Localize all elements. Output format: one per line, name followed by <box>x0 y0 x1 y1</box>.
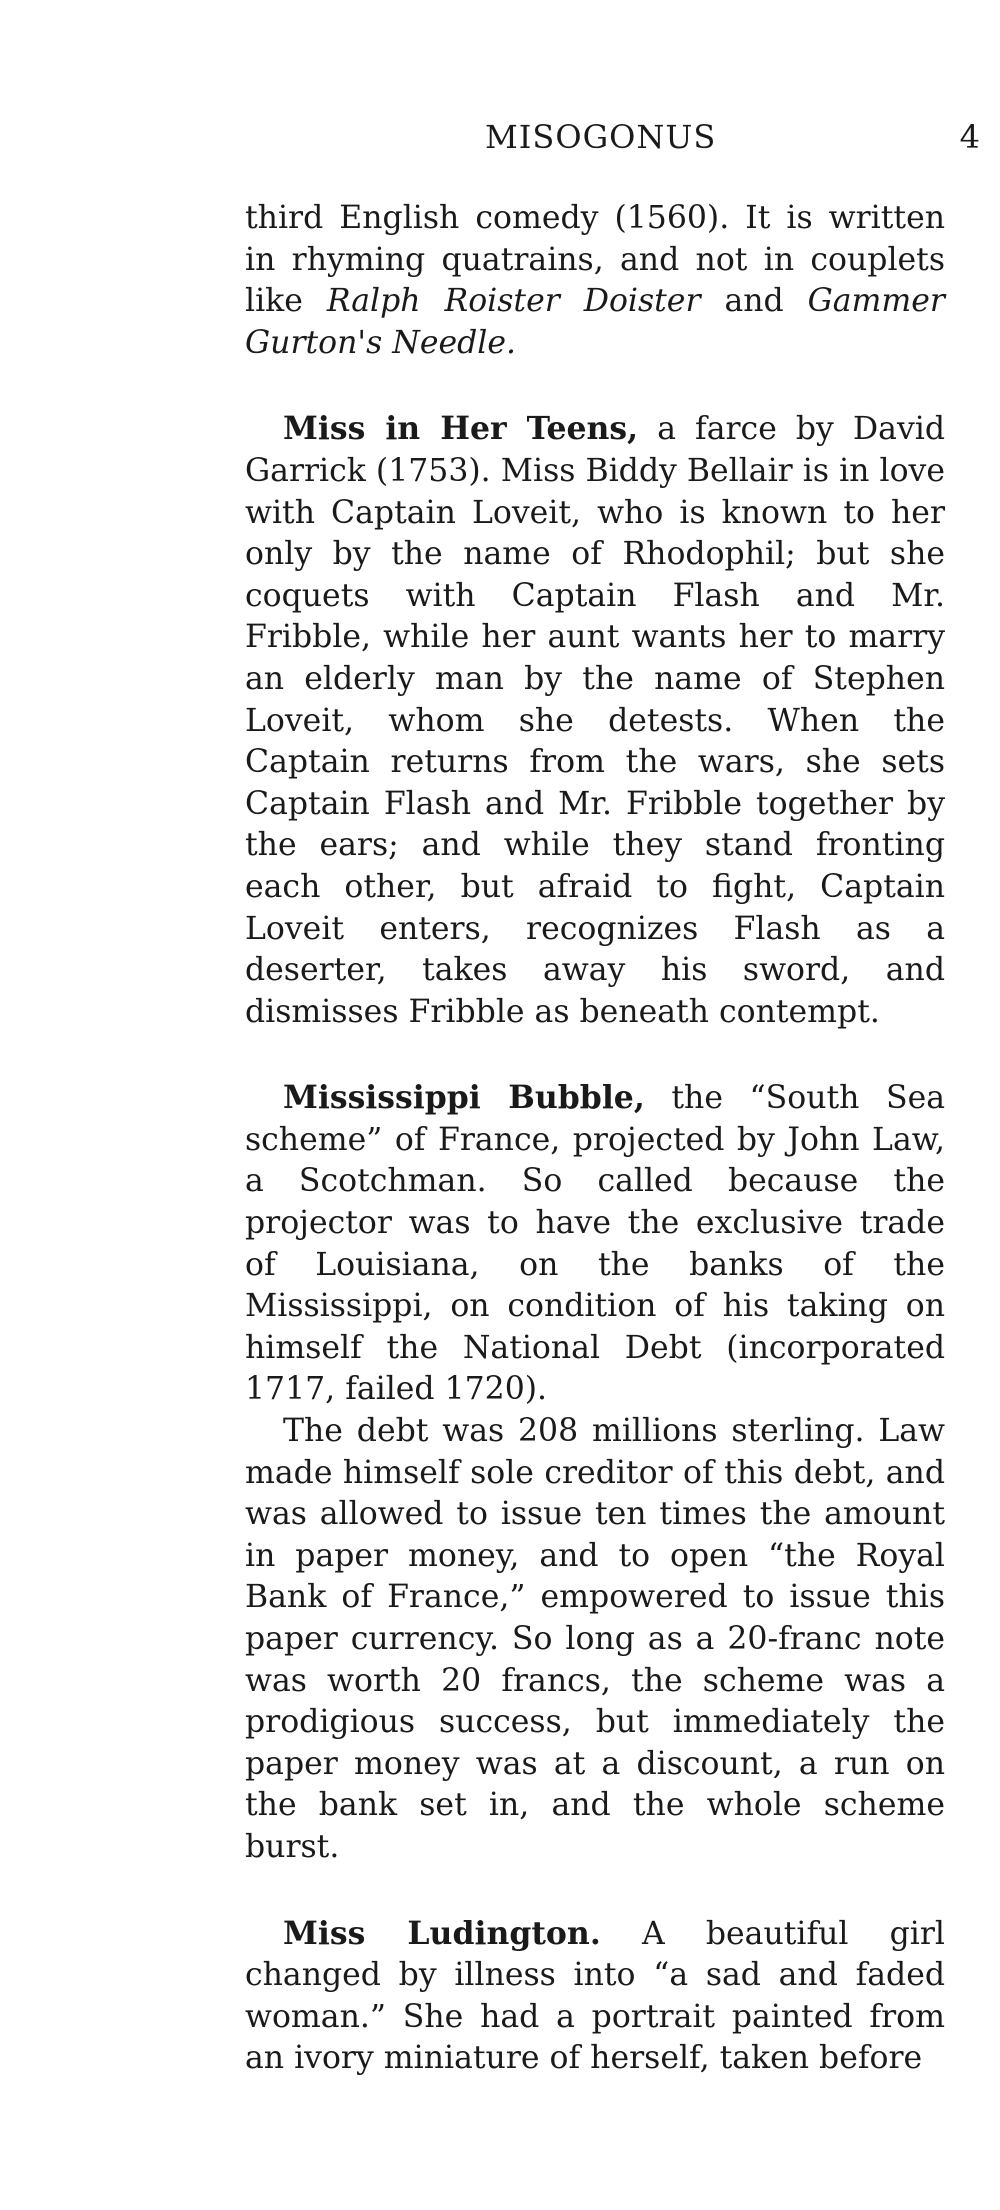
entry-miss-ludington <box>245 1913 945 2080</box>
entry-body: the “South Sea scheme” of France, projected by John Law, a Scotchman. So called because the projector was to have the exclusive trade of Louisiana, on the banks of the Mississippi, on condition of his taking on himself the National Debt (incorporated 1717, failed 1720). <box>245 1080 945 1408</box>
entry-body: A beautiful girl changed by illness into “a sad and faded woman.” She had a portrait painted from an ivory miniature of herself, taken before <box>245 1915 945 2077</box>
entry-mississippi-bubble-continuation: The debt was 208 millions sterling. Law made himself sole creditor of this debt, and was allowed to issue ten times the amount in paper money, and to open “the Royal Bank of France,” empowered to issue this paper currency. So long as a 20-franc note was worth 20 francs, the scheme was a prodigious success, but immediately the paper money was at a discount, a run on the bank set in, and the whole scheme burst. <box>245 1413 945 1865</box>
entry-body: a farce by David Garrick (1753). Miss Biddy Bellair is in love with Captain Loveit, who is known to her only by the name of Rhodophil; but she coquets with Captain Flash and Mr. Fribble, while her aunt wants her to marry an elderly man by the name of Stephen Loveit, whom she detests. When the Captain returns from the wars, she sets Captain Flash and Mr. Fribble together by the ears; and while they stand fronting each other, but afraid to fight, Captain Loveit enters, recognizes Flash as a deserter, takes away his sword, and dismisses Fribble as beneath contempt. <box>245 411 945 1030</box>
running-title: MISOGONUS <box>485 118 717 156</box>
headword: Miss in Her Teens, <box>283 410 639 448</box>
entry-mississippi-bubble <box>245 1077 945 1411</box>
headword: Mississippi Bubble, <box>283 1079 645 1117</box>
page-body <box>245 198 945 2080</box>
page-number: 4 <box>959 118 980 156</box>
play-title-italic: Ralph Roister Doister <box>326 283 701 320</box>
entry-misogonus-continued <box>245 198 945 364</box>
paragraph-text: third English comedy (1560). It is written in rhyming quatrains, and not in couplets like <box>245 200 945 320</box>
page-header <box>245 118 980 168</box>
paragraph-text: and <box>700 283 808 320</box>
play-title-italic: Gammer Gurton's Needle. <box>245 283 945 361</box>
entry-miss-in-her-teens <box>245 408 945 1033</box>
headword: Miss Ludington. <box>283 1914 601 1952</box>
